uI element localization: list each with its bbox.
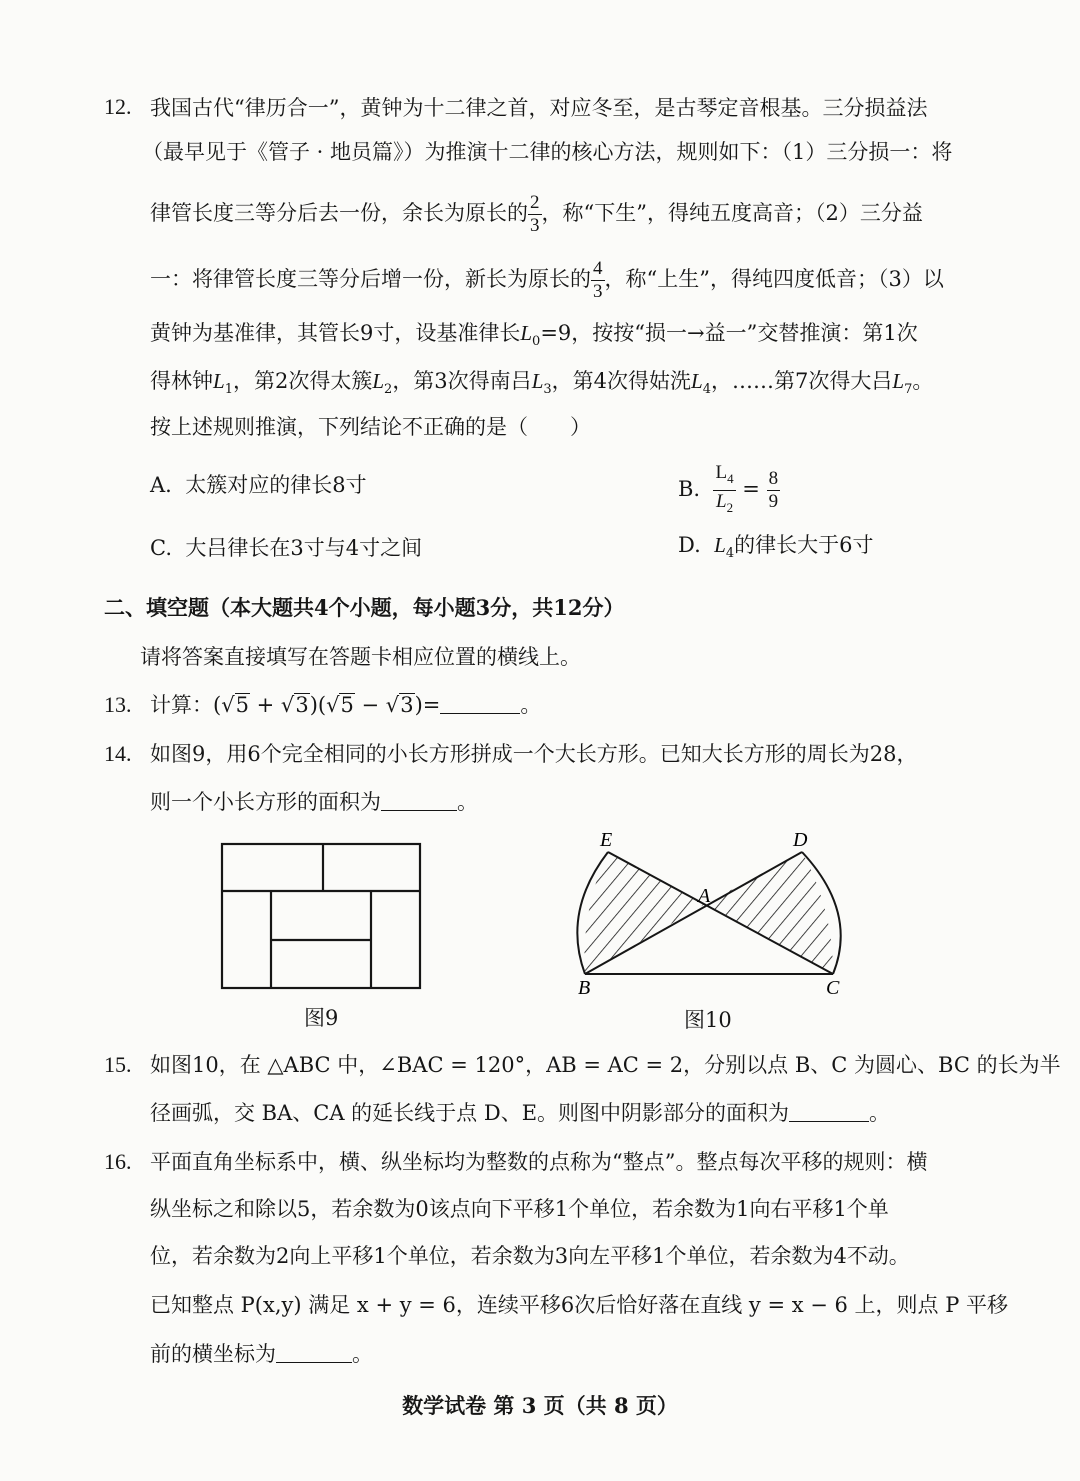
- q12-line6: 得林钟$L_1$，第2次得太簇$L_2$，第3次得南吕$L_3$，第4次得姑洗$L_4$，……第7次得大吕$L_7$。: [150, 369, 934, 397]
- q12-line2: （最早见于《管子 · 地员篇》）为推演十二律的核心方法，规则如下：（1）三分损一：将: [142, 140, 953, 164]
- q16-line1: 平面直角坐标系中，横、纵坐标均为整数的点称为“整点”。整点每次平移的规则：横: [150, 1150, 928, 1174]
- label-b: B: [578, 977, 591, 999]
- fraction-two-thirds: $\frac{2}{3}$: [530, 192, 540, 236]
- q12-line4: 一：将律管长度三等分后增一份，新长为原长的 $\frac{4}{3}$ ，称“上生”，得纯四度低音；（3）以: [150, 258, 944, 302]
- q12-line1: 我国古代“律历合一”，黄钟为十二律之首，对应冬至，是古琴定音根基。三分损益法: [150, 96, 928, 120]
- figure-10-caption: 图10: [684, 1008, 732, 1032]
- q16-line3: 位，若余数为2向上平移1个单位，若余数为3向左平移1个单位，若余数为4不动。: [150, 1244, 910, 1268]
- label-e: E: [600, 832, 613, 851]
- q12-option-c[interactable]: C. 大吕律长在3寸与4寸之间: [150, 536, 423, 560]
- q12-option-a[interactable]: A. 太簇对应的律长8寸: [150, 473, 367, 497]
- section2-instruction: 请将答案直接填写在答题卡相应位置的横线上。: [140, 645, 581, 669]
- q13-answer-blank[interactable]: [440, 693, 520, 714]
- q15-line1: 如图10，在 △ABC 中，∠BAC = 120°，AB = AC = 2，分别以点 B、C 为圆心、BC 的长为半: [150, 1053, 1061, 1077]
- q13-text: 计算：(√5 + √3)(√5 − √3)= 。: [150, 693, 542, 717]
- q15-answer-blank[interactable]: [789, 1101, 869, 1122]
- q12-number: 12.: [104, 94, 132, 119]
- q12-option-d[interactable]: D. $L_4$的律长大于6寸: [678, 533, 874, 561]
- label-c: C: [826, 977, 840, 999]
- q16-line5: 前的横坐标为 。: [150, 1342, 373, 1366]
- q15-line2: 径画弧，交 BA、CA 的延长线于点 D、E。则图中阴影部分的面积为 。: [150, 1101, 891, 1125]
- figure-9-caption: 图9: [304, 1006, 339, 1030]
- q14-number: 14.: [104, 741, 132, 766]
- label-d: D: [793, 832, 808, 851]
- q15-number: 15.: [104, 1052, 132, 1077]
- q14-line2: 则一个小长方形的面积为 。: [150, 790, 478, 814]
- q16-line2: 纵坐标之和除以5，若余数为0该点向下平移1个单位，若余数为1向右平移1个单: [150, 1197, 889, 1221]
- q13-number: 13.: [104, 692, 132, 717]
- q12-option-b[interactable]: B. $\frac{L_4}{L_2}$ = $\frac{8}{9}$: [678, 462, 779, 515]
- q16-answer-blank[interactable]: [276, 1342, 352, 1363]
- page-footer: 数学试卷 第 3 页（共 8 页）: [402, 1393, 678, 1418]
- q16-number: 16.: [104, 1149, 132, 1174]
- label-a: A: [698, 885, 711, 907]
- fraction-four-thirds: $\frac{4}{3}$: [593, 258, 603, 302]
- q16-line4: 已知整点 P(x,y) 满足 x + y = 6，连续平移6次后恰好落在直线 y = x − 6 上，则点 P 平移: [150, 1293, 1009, 1317]
- section2-heading: 二、填空题（本大题共4个小题，每小题3分，共12分）: [104, 595, 625, 620]
- q12-line3: 律管长度三等分后去一份，余长为原长的 $\frac{2}{3}$ ，称“下生”，得纯五度高音；（2）三分益: [150, 192, 923, 236]
- q12-line5: 黄钟为基准律，其管长9寸，设基准律长$L_0=9$，按按“损一→益一”交替推演：第1次: [150, 321, 918, 349]
- q14-answer-blank[interactable]: [381, 790, 457, 811]
- q14-line1: 如图9，用6个完全相同的小长方形拼成一个大长方形。已知大长方形的周长为28，: [150, 742, 918, 766]
- figure-9: [220, 842, 424, 992]
- q12-line7: 按上述规则推演，下列结论不正确的是（ ）: [150, 415, 591, 439]
- figure-10: [560, 832, 860, 1002]
